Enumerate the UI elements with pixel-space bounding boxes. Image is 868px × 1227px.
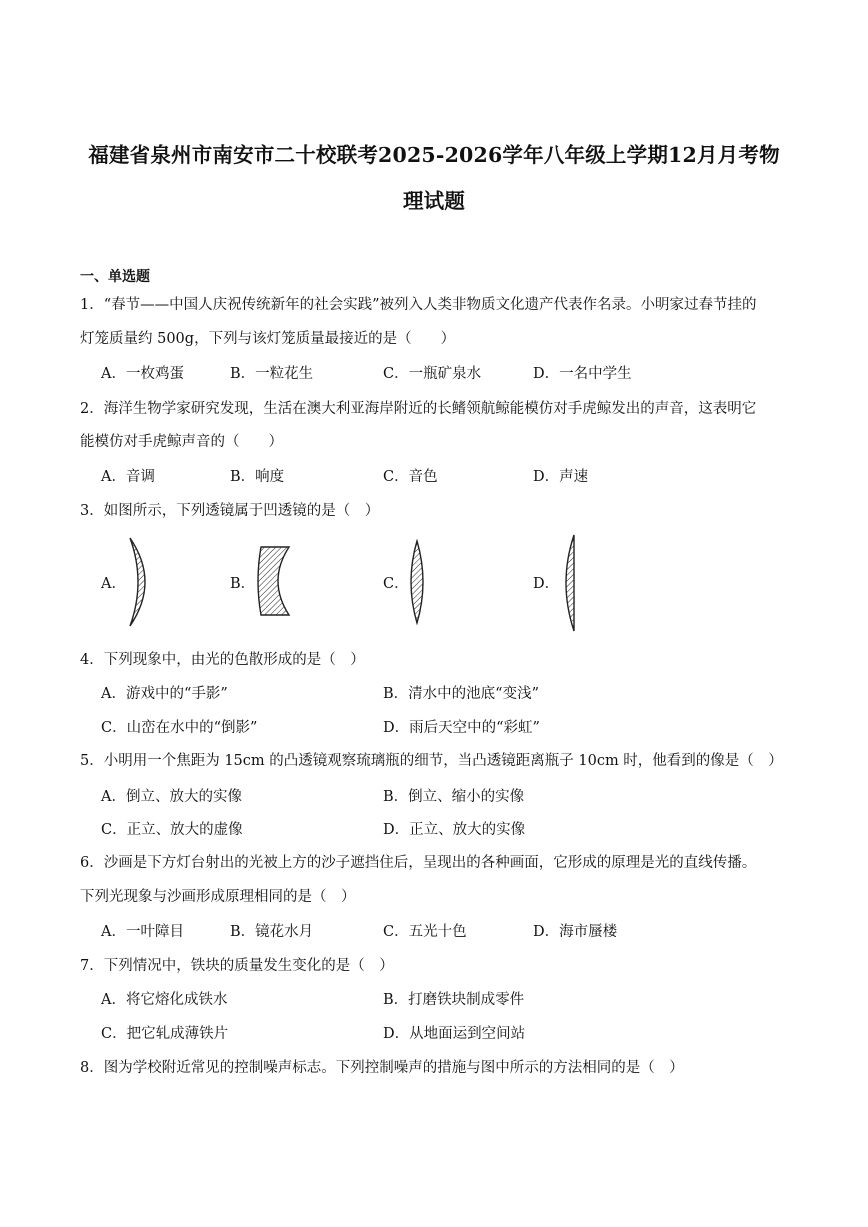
question-7-option-a: A．将它熔化成铁水: [101, 992, 228, 1008]
lens-b-concave: [255, 545, 295, 617]
question-1-stem-line1: 1．“春节——中国人庆祝传统新年的社会实践”被列入人类非物质文化遗产代表作名录。小明家过春节挂的: [80, 297, 757, 313]
question-7-stem: 7．下列情况中，铁块的质量发生变化的是（ ）: [80, 958, 394, 974]
question-2-stem-line1: 2．海洋生物学家研究发现，生活在澳大利亚海岸附近的长鳍领航鲸能模仿对手虎鲸发出的声音，这表明它: [80, 401, 757, 417]
question-4-stem: 4．下列现象中，由光的色散形成的是（ ）: [80, 652, 365, 668]
question-7-option-c: C．把它轧成薄铁片: [101, 1026, 229, 1042]
question-2-option-a: A．音调: [101, 469, 155, 485]
question-3-option-b: B．: [230, 576, 256, 592]
question-6-option-a: A．一叶障目: [101, 924, 184, 940]
question-6-stem-line2: 下列光现象与沙画形成原理相同的是（ ）: [80, 889, 356, 905]
question-5-option-c: C．正立、放大的虚像: [101, 822, 243, 838]
question-5-option-d: D．正立、放大的实像: [383, 822, 526, 838]
question-1-option-a: A．一枚鸡蛋: [101, 366, 184, 382]
lens-d-planoconvex: [558, 533, 582, 633]
question-4-option-a: A．游戏中的“手影”: [101, 686, 228, 702]
question-6-option-c: C．五光十色: [383, 924, 467, 940]
question-3-option-c: C．: [383, 576, 409, 592]
question-7-option-d: D．从地面运到空间站: [383, 1026, 526, 1042]
lens-c-biconvex: [405, 539, 429, 625]
question-2-option-b: B．响度: [230, 469, 285, 485]
question-4-option-d: D．雨后天空中的“彩虹”: [383, 720, 540, 736]
doc-title-line2: 理试题: [402, 189, 466, 213]
question-1-option-c: C．一瓶矿泉水: [383, 366, 482, 382]
question-2-option-c: C．音色: [383, 469, 438, 485]
lens-a-meniscus: [126, 536, 158, 628]
question-2-stem-line2: 能模仿对手虎鲸声音的（ ）: [80, 434, 283, 450]
question-3-option-a: A．: [101, 576, 126, 592]
question-5-option-a: A．倒立、放大的实像: [101, 789, 242, 805]
question-2-option-d: D．声速: [533, 469, 589, 485]
question-7-option-b: B．打磨铁块制成零件: [383, 992, 525, 1008]
question-1-option-d: D．一名中学生: [533, 366, 632, 382]
question-6-stem-line1: 6．沙画是下方灯台射出的光被上方的沙子遮挡住后，呈现出的各种画面，它形成的原理是光的直线传播。: [80, 855, 757, 871]
doc-title-line1: 福建省泉州市南安市二十校联考2025-2026学年八年级上学期12月月考物: [88, 143, 780, 167]
question-5-stem: 5．小明用一个焦距为 15cm 的凸透镜观察琉璃瓶的细节，当凸透镜距离瓶子 10cm 时，他看到的像是（ ）: [80, 753, 783, 769]
question-4-option-c: C．山峦在水中的“倒影”: [101, 720, 258, 736]
question-5-option-b: B．倒立、缩小的实像: [383, 789, 525, 805]
question-1-option-b: B．一粒花生: [230, 366, 314, 382]
question-3-option-d: D．: [533, 576, 560, 592]
question-3-stem: 3．如图所示，下列透镜属于凹透镜的是（ ）: [80, 503, 380, 519]
question-6-option-b: B．镜花水月: [230, 924, 314, 940]
question-8-stem: 8．图为学校附近常见的控制噪声标志。下列控制噪声的措施与图中所示的方法相同的是（ ）: [80, 1060, 684, 1076]
question-6-option-d: D．海市蜃楼: [533, 924, 618, 940]
section-heading: 一、单选题: [80, 269, 150, 285]
question-4-option-b: B．清水中的池底“变浅”: [383, 686, 539, 702]
question-1-stem-line2: 灯笼质量约 500g，下列与该灯笼质量最接近的是（ ）: [80, 331, 456, 347]
